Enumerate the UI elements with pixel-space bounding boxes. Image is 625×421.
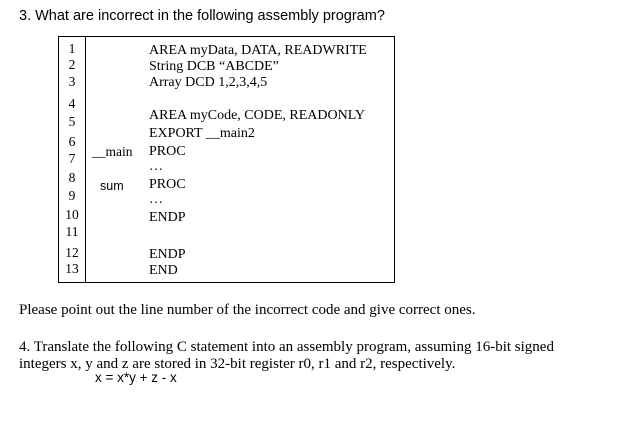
line-number: 5 xyxy=(68,114,76,129)
line-number: 10 xyxy=(65,207,79,222)
code-line: Array DCD 1,2,3,4,5 xyxy=(149,75,268,90)
code-line: END xyxy=(149,263,178,278)
main-label: __main xyxy=(92,144,133,159)
code-line: ENDP xyxy=(149,210,186,225)
code-line: AREA myData, DATA, READWRITE xyxy=(149,43,367,58)
line-number: 2 xyxy=(68,57,76,72)
line-number: 13 xyxy=(65,261,79,276)
code-line: … xyxy=(149,192,163,207)
c-statement: x = x*y + z - x xyxy=(95,370,177,385)
code-listing-table xyxy=(58,36,395,283)
column-divider xyxy=(85,37,86,282)
line-number: 6 xyxy=(68,134,76,149)
question-4-text-line-2: integers x, y and z are stored in 32-bit register r0, r1 and r2, respectively. xyxy=(19,356,456,372)
line-number: 4 xyxy=(68,96,76,111)
line-number: 3 xyxy=(68,74,76,89)
question-4-text-line-1: 4. Translate the following C statement into an assembly program, assuming 16-bit signed xyxy=(19,339,554,355)
line-number: 12 xyxy=(65,245,79,260)
line-number: 11 xyxy=(65,224,79,239)
code-line: PROC xyxy=(149,177,186,192)
code-line: AREA myCode, CODE, READONLY xyxy=(149,108,365,123)
sum-label: sum xyxy=(100,179,124,193)
question-3-title: 3. What are incorrect in the following assembly program? xyxy=(19,8,385,24)
code-line: … xyxy=(149,159,163,174)
code-line: EXPORT __main2 xyxy=(149,126,255,141)
line-number: 1 xyxy=(68,41,76,56)
code-line: PROC xyxy=(149,144,186,159)
code-line: String DCB “ABCDE” xyxy=(149,59,279,74)
line-number: 8 xyxy=(68,170,76,185)
question-3-instruction: Please point out the line number of the incorrect code and give correct ones. xyxy=(19,302,476,318)
code-line: ENDP xyxy=(149,247,186,262)
line-number: 7 xyxy=(68,151,76,166)
line-number: 9 xyxy=(68,188,76,203)
